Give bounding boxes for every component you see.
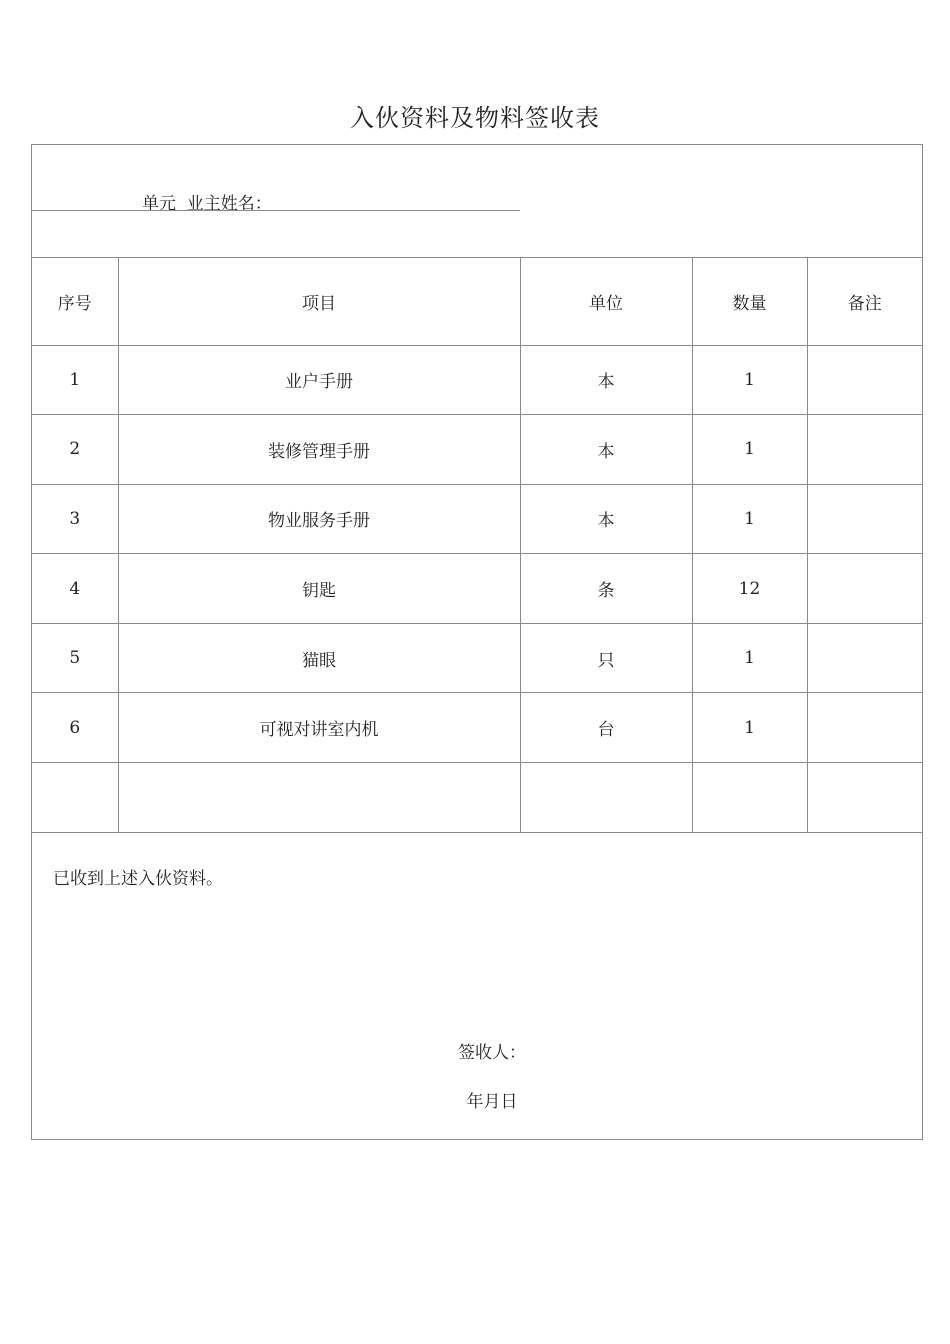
acknowledgement-text: 已收到上述入伙资料。 [53, 869, 223, 889]
cell-qty: 1 [692, 693, 807, 763]
cell-no: 3 [32, 484, 118, 554]
cell-qty [692, 763, 807, 833]
sign-off-form [31, 144, 923, 1140]
column-header-qty: 数量 [692, 258, 807, 345]
cell-item: 业户手册 [118, 345, 520, 415]
cell-item: 物业服务手册 [118, 484, 520, 554]
unit-owner-label: 单元 业主姓名： [142, 194, 272, 214]
cell-remark [807, 415, 922, 485]
cell-item: 猫眼 [118, 623, 520, 693]
cell-no: 6 [32, 693, 118, 763]
cell-qty: 1 [692, 484, 807, 554]
column-header-remark: 备注 [807, 258, 922, 345]
table-row [32, 415, 922, 485]
cell-no: 2 [32, 415, 118, 485]
cell-unit: 本 [520, 484, 692, 554]
cell-no [32, 763, 118, 833]
column-header-unit: 单位 [520, 258, 692, 345]
cell-no: 4 [32, 554, 118, 624]
cell-qty: 1 [692, 623, 807, 693]
cell-unit: 台 [520, 693, 692, 763]
cell-remark [807, 623, 922, 693]
table-row [32, 345, 922, 415]
table-row [32, 554, 922, 624]
cell-remark [807, 484, 922, 554]
cell-remark [807, 345, 922, 415]
cell-no: 1 [32, 345, 118, 415]
table-row [32, 693, 922, 763]
cell-qty: 1 [692, 345, 807, 415]
owner-info-section [32, 145, 922, 258]
items-table [32, 258, 922, 833]
cell-unit: 只 [520, 623, 692, 693]
signer-label: 签收人： [458, 1043, 526, 1063]
cell-unit: 本 [520, 415, 692, 485]
table-row [32, 484, 922, 554]
cell-qty: 12 [692, 554, 807, 624]
cell-item [118, 763, 520, 833]
table-row-empty [32, 763, 922, 833]
cell-qty: 1 [692, 415, 807, 485]
column-header-item: 项目 [118, 258, 520, 345]
cell-unit: 本 [520, 345, 692, 415]
page-title: 入伙资料及物料签收表 [350, 104, 600, 132]
cell-unit [520, 763, 692, 833]
column-header-no: 序号 [32, 258, 118, 345]
cell-remark [807, 693, 922, 763]
cell-item: 钥匙 [118, 554, 520, 624]
acknowledgement-section [32, 832, 922, 1139]
cell-item: 可视对讲室内机 [118, 693, 520, 763]
date-label: 年月日 [466, 1092, 518, 1112]
table-header-row [32, 258, 922, 345]
owner-name-underline [32, 210, 520, 211]
table-row [32, 623, 922, 693]
cell-remark [807, 554, 922, 624]
cell-remark [807, 763, 922, 833]
cell-unit: 条 [520, 554, 692, 624]
cell-item: 装修管理手册 [118, 415, 520, 485]
cell-no: 5 [32, 623, 118, 693]
